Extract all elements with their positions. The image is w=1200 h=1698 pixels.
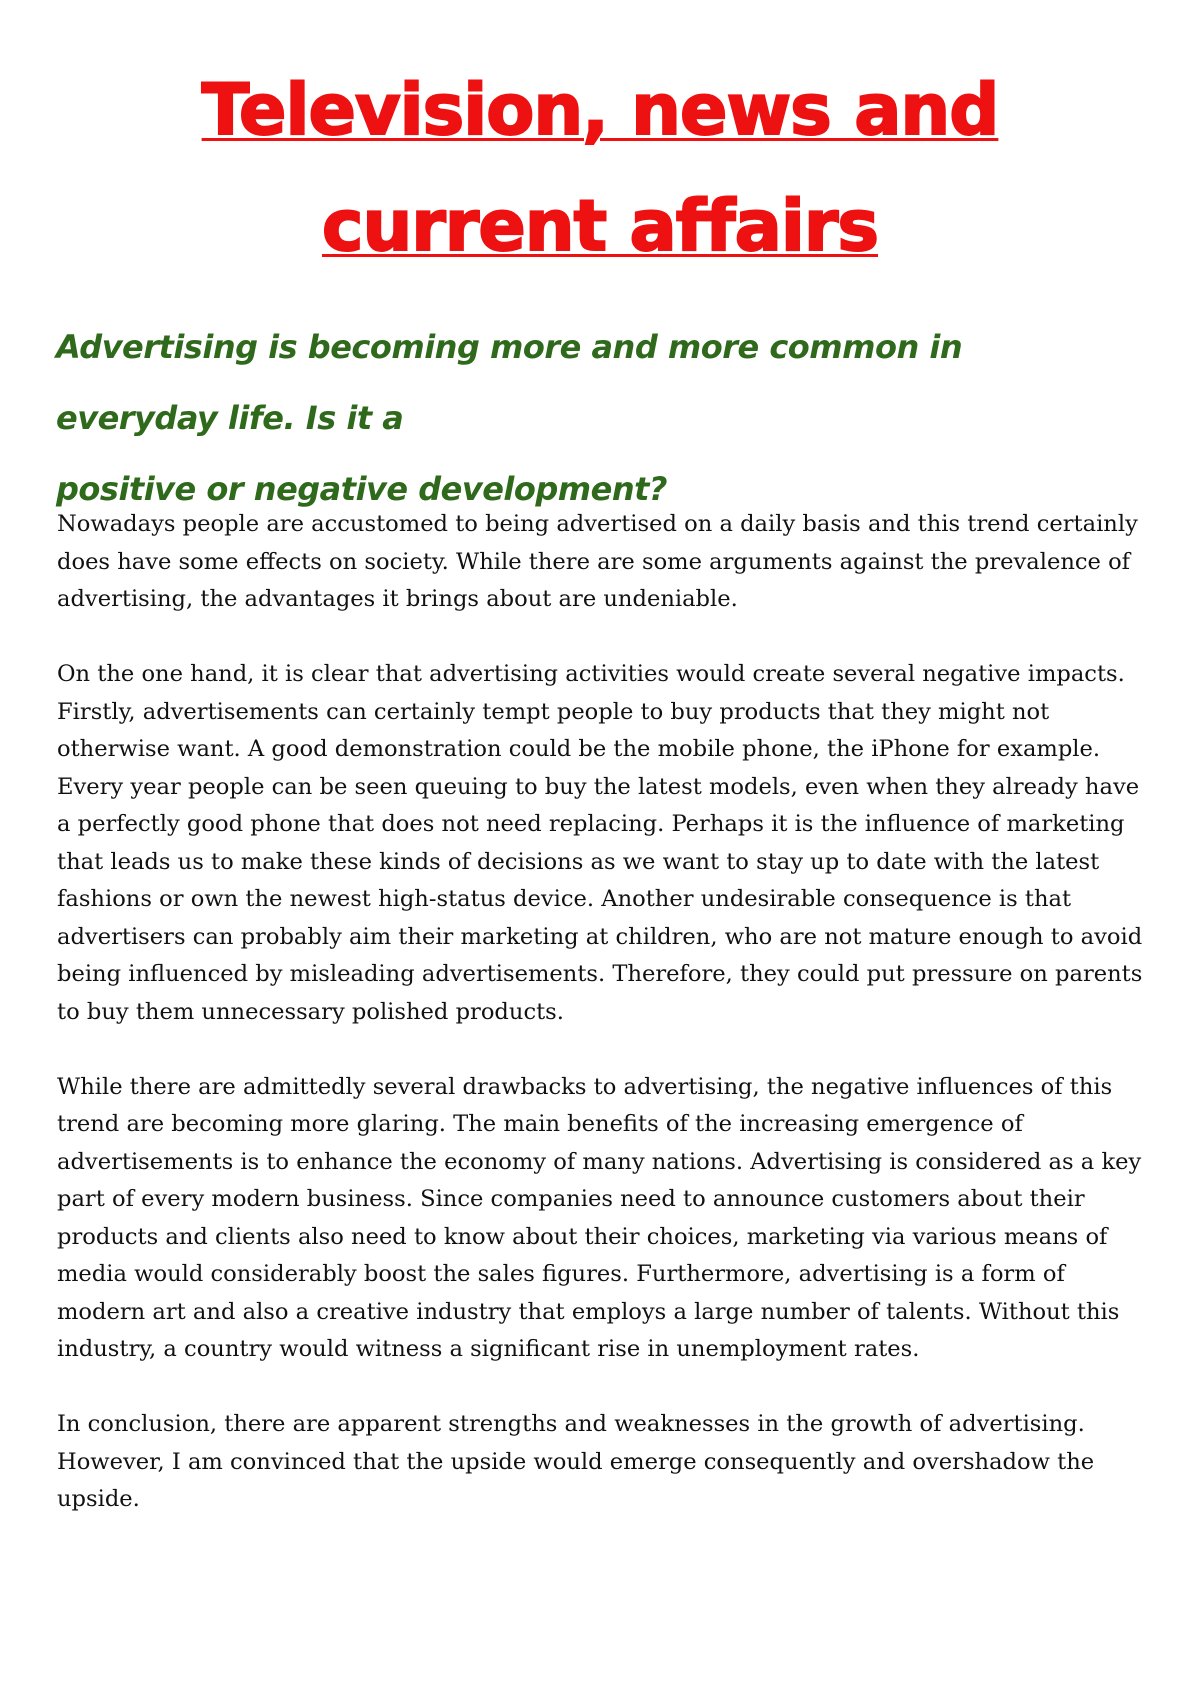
essay-question	[56, 312, 1086, 525]
page-title-line-2: current affairs	[321, 185, 879, 267]
essay-question-line-1: Advertising is becoming more and more common in everyday life. Is it a	[56, 328, 963, 437]
introduction-paragraph: Nowadays people are accustomed to being advertised on a daily basis and this trend certainly does have some effects on society. While there are some arguments against the prevalence of advertising, the advantages it brings about are undeniable.	[57, 511, 1138, 612]
page-title	[60, 52, 1140, 284]
benefits-paragraph: While there are admittedly several drawbacks to advertising, the negative influences of this trend are becoming more glaring. The main benefits of the increasing emergence of advertisements is to enhance the economy of many nations. Advertising is considered as a key part of every modern business. Since companies need to announce customers about their products and clients also need to know about their choices, marketing via various means of media would considerably boost the sales figures. Furthermore, advertising is a form of modern art and also a creative industry that employs a large number of talents. Without this industry, a country would witness a significant rise in unemployment rates.	[57, 1073, 1142, 1362]
negative-impacts-paragraph: On the one hand, it is clear that advertising activities would create several negative impacts. Firstly, advertisements can certainly tempt people to buy products that they might not otherwise want. A good demonstration could be the mobile phone, the iPhone for example. Every year people can be seen queuing to buy the latest models, even when they already have a perfectly good phone that does not need replacing. Perhaps it is the influence of marketing that leads us to make these kinds of decisions as we want to stay up to date with the latest fashions or own the newest high-status device. Another undesirable consequence is that advertisers can probably aim their marketing at children, who are not mature enough to avoid being influenced by misleading advertisements. Therefore, they could put pressure on parents to buy them unnecessary polished products.	[57, 661, 1143, 1025]
conclusion-paragraph: In conclusion, there are apparent strengths and weaknesses in the growth of advertising. However, I am convinced that the upside would emerge consequently and overshadow the upside.	[57, 1411, 1095, 1512]
page-title-line-1: Television, news and	[201, 69, 999, 151]
essay-body	[57, 506, 1152, 1556]
essay-question-line-2: positive or negative development?	[56, 470, 667, 508]
